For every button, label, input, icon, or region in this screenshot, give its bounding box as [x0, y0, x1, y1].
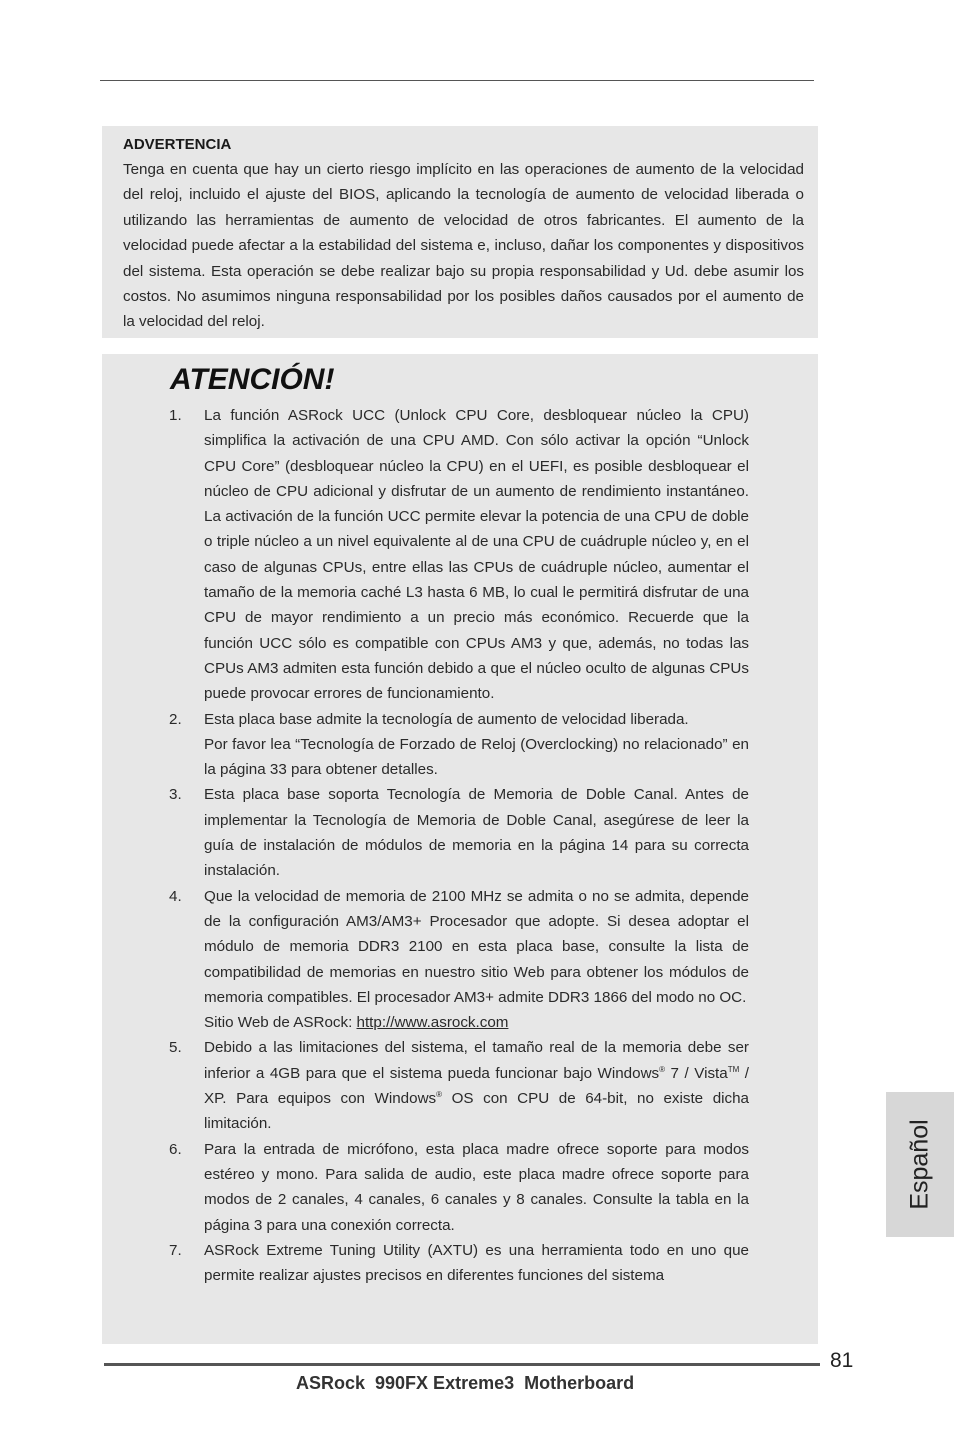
note-item-6 [169, 1137, 749, 1238]
warning-title: ADVERTENCIA [123, 136, 232, 153]
warning-box [102, 126, 818, 338]
note-text-part: OS con CPU de 64-bit, no existe dicha limitación. [204, 1090, 749, 1133]
website-link[interactable]: http://www.asrock.com [356, 1014, 509, 1032]
note-number: 1. [169, 407, 182, 424]
note-text [204, 1035, 749, 1136]
attention-box [102, 354, 818, 1344]
note-item-5 [169, 1035, 749, 1136]
note-item-3 [169, 782, 749, 883]
website-line [204, 1010, 749, 1035]
note-item-7 [169, 1238, 749, 1289]
bottom-divider [104, 1363, 820, 1366]
note-text: Esta placa base soporta Tecnología de Memoria de Doble Canal. Antes de implementar la Tecnología de Memoria de Doble Canal, asegúrese de leer la guía de instalación de módulos de memoria en la página 14 para su correcta instalación. [204, 786, 749, 880]
language-tab [886, 1092, 954, 1237]
notes-list [169, 403, 749, 1288]
footer-title: ASRock 990FX Extreme3 Motherboard [296, 1373, 635, 1393]
note-text: Esta placa base admite la tecnología de aumento de velocidad liberada. [204, 710, 689, 728]
note-text-part: / XP. Para equipos con Windows [204, 1064, 749, 1108]
note-text-continued: Por favor lea “Tecnología de Forzado de Reloj (Overclocking) no relacionado” en la página 33 para obtener detalles. [204, 735, 749, 779]
note-text: La función ASRock UCC (Unlock CPU Core, desbloquear núcleo la CPU) simplifica la activación de una CPU AMD. Con sólo activar la opción “Unlock CPU Core” (desbloquear núcleo la CPU) en el UEFI, es posible desbloquear el núcleo de CPU adicional y disfrutar de un aumento de rendimiento instantáneo. La activación de la función UCC permite elevar la potencia de una CPU de doble o triple núcleo a un nivel equivalente al de una CPU de cuádruple núcleo y, en el caso de algunas CPUs, entre ellas las CPUs de cuádruple núcleo, aumentar el tamaño de la memoria caché L3 hasta 6 MB, lo cual le permitirá disfrutar de una CPU de mayor rendimiento a un precio más económico. Recuerde que la función UCC sólo es compatible con CPUs AM3 y que, además, no todas las CPUs AM3 admiten esta función debido a que el núcleo oculto de algunas CPUs puede provocar errores de funcionamiento. [204, 407, 749, 703]
note-number: 4. [169, 887, 182, 905]
top-divider [100, 80, 814, 81]
note-item-1 [169, 403, 749, 707]
note-item-4 [169, 884, 749, 1036]
warning-text: Tenga en cuenta que hay un cierto riesgo implícito en las operaciones de aumento de la velocidad del reloj, incluido el ajuste del BIOS, aplicando la tecnología de aumento de velocidad liberada o utilizando las herramientas de aumento de velocidad de otros fabricantes. El aumento de la velocidad puede afectar a la estabilidad del sistema e, incluso, dañar los componentes y dispositivos del sistema. Esta operación se debe realizar bajo su propia responsabilidad y Ud. debe asumir los costos. No asumimos ninguna responsabilidad por los posibles daños causados por el aumento de la velocidad del reloj. [123, 161, 804, 331]
note-text-part: Debido a las limitaciones del sistema, el tamaño real de la memoria debe ser inferior a 4GB para que el sistema pueda funcionar bajo Windows [204, 1039, 749, 1082]
note-item-2 [169, 707, 749, 783]
website-label: Sitio Web de ASRock: [204, 1014, 357, 1032]
note-number: 2. [169, 710, 182, 728]
trademark-mark: TM [727, 1064, 740, 1074]
note-text: ASRock Extreme Tuning Utility (AXTU) es una herramienta todo en uno que permite realizar ajustes precisos en diferentes funciones del sistema [204, 1241, 749, 1285]
note-text: Que la velocidad de memoria de 2100 MHz se admita o no se admita, depende de la configuración AM3/AM3+ Procesador que adopte. Si desea adoptar el módulo de memoria DDR3 2100 en esta placa base, consulte la lista de compatibilidad de memorias en nuestro sitio Web para obtener los módulos de memoria compatibles. El procesador AM3+ admite DDR3 1866 del modo no OC. [204, 887, 749, 1006]
registered-mark: ® [436, 1090, 443, 1100]
note-text: Para la entrada de micrófono, esta placa madre ofrece soporte para modos estéreo y mono. Para salida de audio, este placa madre ofrece soporte para modos de 2 canales, 4 canales, 6 canales y 8 canales. Consulte la tabla en la página 3 para una conexión correcta. [204, 1140, 749, 1234]
page-number: 81 [830, 1349, 854, 1372]
language-label: Español [905, 1119, 934, 1210]
registered-mark: ® [659, 1064, 666, 1074]
note-number: 3. [169, 786, 182, 804]
attention-title: ATENCIÓN! [170, 363, 335, 396]
note-number: 7. [169, 1241, 182, 1259]
note-number: 6. [169, 1140, 182, 1158]
note-number: 5. [169, 1039, 182, 1057]
note-text-part: 7 / Vista [665, 1064, 728, 1082]
